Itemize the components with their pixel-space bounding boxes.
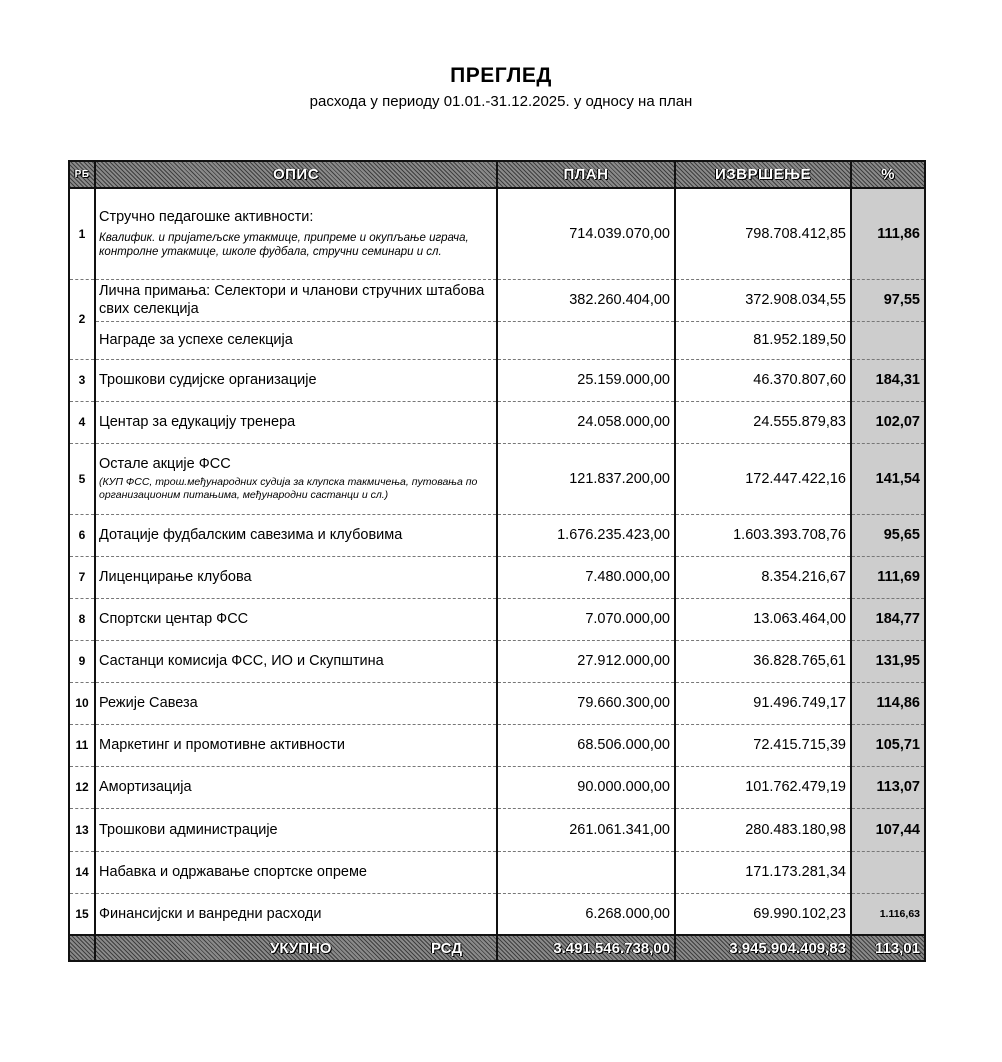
row-number: 15 <box>69 893 95 935</box>
table-row <box>69 893 925 935</box>
row-plan <box>497 321 675 359</box>
total-row <box>69 935 925 961</box>
total-label: УКУПНО <box>270 939 332 957</box>
row-plan: 1.676.235.423,00 <box>497 514 675 556</box>
table-row <box>69 443 925 514</box>
row-pct: 97,55 <box>851 279 925 321</box>
row-izvrsenje: 8.354.216,67 <box>675 556 851 598</box>
row-number: 11 <box>69 724 95 766</box>
table-row <box>69 766 925 808</box>
row-description: Центар за едукацију тренера <box>95 401 497 443</box>
row-izvrsenje: 172.447.422,16 <box>675 443 851 514</box>
document-subtitle: расхода у периоду 01.01.-31.12.2025. у односу на план <box>309 93 693 110</box>
row-plan: 714.039.070,00 <box>497 188 675 279</box>
row-description: Финансијски и ванредни расходи <box>95 893 497 935</box>
header-plan: ПЛАН <box>497 161 675 188</box>
row-plan: 261.061.341,00 <box>497 808 675 851</box>
row-note: (КУП ФСС, трош.међународних судија за клупска такмичења, путовања по организационим питањима, међународни састанци и сл.) <box>99 475 478 501</box>
row-description: Маркетинг и промотивне активности <box>95 724 497 766</box>
row-pct: 102,07 <box>851 401 925 443</box>
row-pct: 131,95 <box>851 640 925 682</box>
row-izvrsenje: 91.496.749,17 <box>675 682 851 724</box>
row-description: Трошкови судијске организације <box>95 359 497 401</box>
total-currency: РСД <box>431 939 462 957</box>
row-pct: 113,07 <box>851 766 925 808</box>
header-opis: ОПИС <box>95 161 497 188</box>
header-pct: % <box>851 161 925 188</box>
row-plan: 121.837.200,00 <box>497 443 675 514</box>
table-row <box>69 851 925 893</box>
row-description: Стручно педагошке активности: <box>99 208 314 225</box>
row-plan: 79.660.300,00 <box>497 682 675 724</box>
row-description: Амортизација <box>95 766 497 808</box>
row-izvrsenje: 280.483.180,98 <box>675 808 851 851</box>
row-description: Спортски центар ФСС <box>95 598 497 640</box>
table-row <box>69 401 925 443</box>
row-izvrsenje: 171.173.281,34 <box>675 851 851 893</box>
table-row <box>69 321 925 359</box>
table-row <box>69 556 925 598</box>
row-plan: 6.268.000,00 <box>497 893 675 935</box>
row-number: 1 <box>69 188 95 279</box>
row-pct: 95,65 <box>851 514 925 556</box>
row-izvrsenje: 81.952.189,50 <box>675 321 851 359</box>
row-izvrsenje: 372.908.034,55 <box>675 279 851 321</box>
total-plan: 3.491.546.738,00 <box>497 935 675 961</box>
row-pct: 114,86 <box>851 682 925 724</box>
row-number: 6 <box>69 514 95 556</box>
table-row <box>69 514 925 556</box>
expense-table <box>68 160 926 962</box>
row-izvrsenje: 36.828.765,61 <box>675 640 851 682</box>
row-plan: 382.260.404,00 <box>497 279 675 321</box>
row-description: Режије Савеза <box>95 682 497 724</box>
row-number: 2 <box>69 279 95 359</box>
row-pct: 111,69 <box>851 556 925 598</box>
row-description: Награде за успехе селекција <box>95 321 497 359</box>
row-pct <box>851 851 925 893</box>
table-row <box>69 682 925 724</box>
row-izvrsenje: 69.990.102,23 <box>675 893 851 935</box>
row-description: Лиценцирање клубова <box>95 556 497 598</box>
total-pct: 113,01 <box>851 935 925 961</box>
table-row <box>69 808 925 851</box>
table-row <box>69 640 925 682</box>
row-number: 8 <box>69 598 95 640</box>
row-pct: 111,86 <box>851 188 925 279</box>
row-description: Лична примања: Селектори и чланови стручних штабова свих селекција <box>95 279 497 321</box>
row-description: Трошкови администрације <box>95 808 497 851</box>
row-number: 9 <box>69 640 95 682</box>
row-note: Квалифик. и пријатељске утакмице, припреме и окупљање играча, контролне утакмице, школе фудбала, стручни семинари и сл. <box>99 231 469 258</box>
row-plan <box>497 851 675 893</box>
row-pct: 105,71 <box>851 724 925 766</box>
row-description: Набавка и одржавање спортске опреме <box>95 851 497 893</box>
row-pct: 1.116,63 <box>851 893 925 935</box>
row-plan: 25.159.000,00 <box>497 359 675 401</box>
table-row <box>69 598 925 640</box>
row-number: 12 <box>69 766 95 808</box>
document-title: ПРЕГЛЕД <box>450 64 552 87</box>
header-rb: РБ <box>69 161 95 188</box>
row-number: 5 <box>69 443 95 514</box>
table-row <box>69 279 925 321</box>
row-plan: 90.000.000,00 <box>497 766 675 808</box>
table-row <box>69 724 925 766</box>
row-plan: 27.912.000,00 <box>497 640 675 682</box>
row-pct: 141,54 <box>851 443 925 514</box>
table-row <box>69 188 925 279</box>
row-pct: 184,77 <box>851 598 925 640</box>
row-plan: 7.480.000,00 <box>497 556 675 598</box>
header-izvrsenje: ИЗВРШЕЊЕ <box>675 161 851 188</box>
row-number: 14 <box>69 851 95 893</box>
row-number: 10 <box>69 682 95 724</box>
row-pct: 107,44 <box>851 808 925 851</box>
row-number: 13 <box>69 808 95 851</box>
row-number: 3 <box>69 359 95 401</box>
row-plan: 24.058.000,00 <box>497 401 675 443</box>
row-izvrsenje: 13.063.464,00 <box>675 598 851 640</box>
row-izvrsenje: 72.415.715,39 <box>675 724 851 766</box>
header-row <box>69 161 925 188</box>
row-description: Дотације фудбалским савезима и клубовима <box>95 514 497 556</box>
row-izvrsenje: 101.762.479,19 <box>675 766 851 808</box>
total-izvrsenje: 3.945.904.409,83 <box>675 935 851 961</box>
row-number: 4 <box>69 401 95 443</box>
row-plan: 68.506.000,00 <box>497 724 675 766</box>
row-description: Састанци комисија ФСС, ИО и Скупштина <box>95 640 497 682</box>
row-izvrsenje: 24.555.879,83 <box>675 401 851 443</box>
row-izvrsenje: 798.708.412,85 <box>675 188 851 279</box>
row-plan: 7.070.000,00 <box>497 598 675 640</box>
row-pct <box>851 321 925 359</box>
row-izvrsenje: 46.370.807,60 <box>675 359 851 401</box>
expense-table-wrapper <box>68 160 924 962</box>
row-description: Остале акције ФСС <box>99 455 231 472</box>
row-izvrsenje: 1.603.393.708,76 <box>675 514 851 556</box>
row-number: 7 <box>69 556 95 598</box>
row-pct: 184,31 <box>851 359 925 401</box>
table-row <box>69 359 925 401</box>
